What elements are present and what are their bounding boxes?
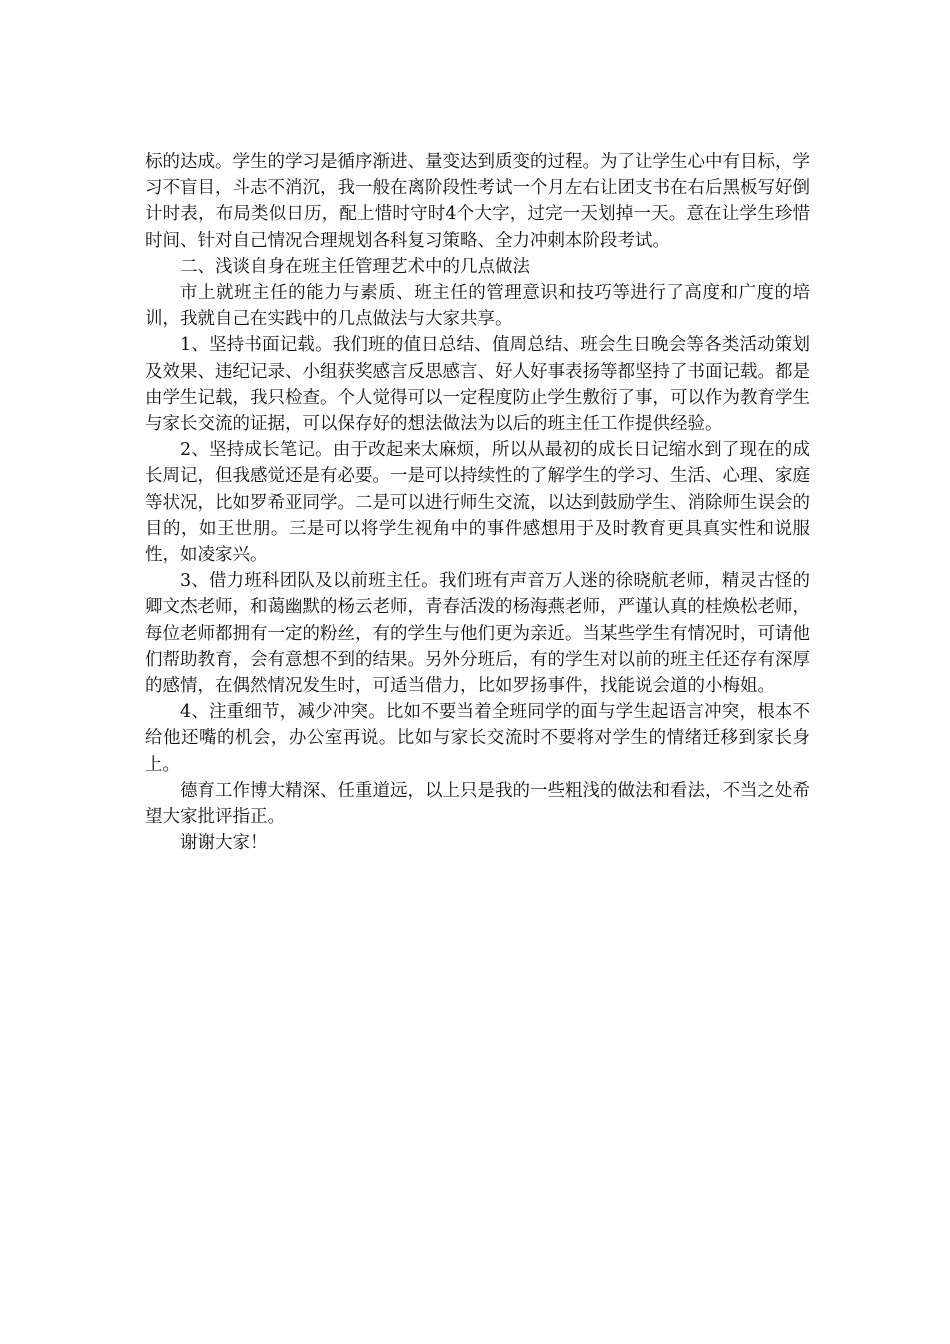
paragraph-conclusion: 德育工作博大精深、任重道远，以上只是我的一些粗浅的做法和看法，不当之处希望大家批评指正。 <box>145 780 810 828</box>
paragraph-thanks: 谢谢大家！ <box>180 833 268 854</box>
paragraph-point-1: 1、坚持书面记载。我们班的值日总结、值周总结、班会生日晚会等各类活动策划及效果、违纪记录、小组获奖感言反思感言、好人好事表扬等都坚持了书面记载。都是由学生记载，我只检查。个人觉得可以一定程度防止学生敷衍了事，可以作为教育学生与家长交流的证据，可以保存好的想法做法为以后的班主任工作提供经验。 <box>145 335 810 435</box>
paragraph-intro: 市上就班主任的能力与素质、班主任的管理意识和技巧等进行了高度和广度的培训，我就自己在实践中的几点做法与大家共享。 <box>145 283 810 330</box>
paragraph-continuation: 标的达成。学生的学习是循序渐进、量变达到质变的过程。为了让学生心中有目标，学习不盲目，斗志不消沉，我一般在离阶段性考试一个月左右让团支书在右后黑板写好倒计时表，布局类似日历，配上惜时守时4个大字，过完一天划掉一天。意在让学生珍惜时间、针对自己情况合理规划各科复习策略、全力冲刺本阶段考试。 <box>145 152 810 251</box>
document-body <box>145 149 810 856</box>
paragraph-point-3: 3、借力班科团队及以前班主任。我们班有声音万人迷的徐晓航老师，精灵古怪的卿文杰老师，和蔼幽默的杨云老师，青春活泼的杨海燕老师，严谨认真的桂焕松老师，每位老师都拥有一定的粉丝，有的学生与他们更为亲近。当某些学生有情况时，可请他们帮助教育，会有意想不到的结果。另外分班后，有的学生对以前的班主任还存有深厚的感情，在偶然情况发生时，可适当借力，比如罗扬事件，找能说会道的小梅姐。 <box>145 571 810 697</box>
section-heading: 二、浅谈自身在班主任管理艺术中的几点做法 <box>180 256 530 277</box>
paragraph-point-4: 4、注重细节，减少冲突。比如不要当着全班同学的面与学生起语言冲突，根本不给他还嘴的机会，办公室再说。比如与家长交流时不要将对学生的情绪迁移到家长身上。 <box>145 702 810 775</box>
paragraph-point-2: 2、坚持成长笔记。由于改起来太麻烦，所以从最初的成长日记缩水到了现在的成长周记，但我感觉还是有必要。一是可以持续性的了解学生的学习、生活、心理、家庭等状况，比如罗希亚同学。二是可以进行师生交流，以达到鼓励学生、消除师生误会的目的，如王世朋。三是可以将学生视角中的事件感想用于及时教育更具真实性和说服性，如凌家兴。 <box>145 440 810 566</box>
